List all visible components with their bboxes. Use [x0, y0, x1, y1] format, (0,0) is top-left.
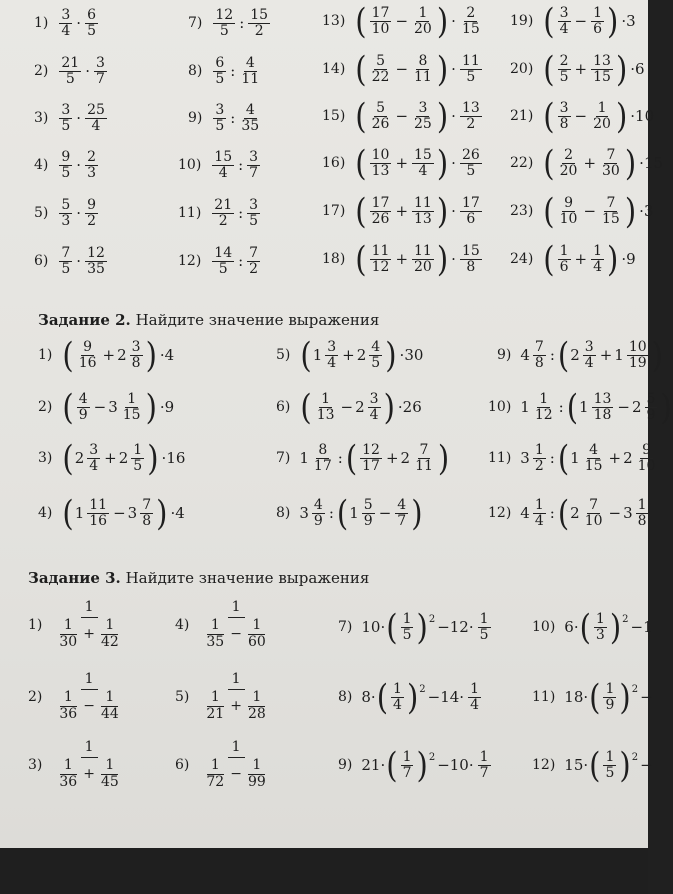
- task1-item-7: 7) $\frac{12}{5}$ : $\frac{15}{2}$: [188, 7, 269, 39]
- task1-item-11: 11) $\frac{21}{2}$ : $\frac{3}{5}$: [178, 197, 259, 229]
- task1-item-3: 3) $\frac{3}{5}$ · $\frac{25}{4}$: [34, 102, 105, 134]
- task2-item-5: 5) ( 1 $\frac{3}{4}$ + 2 $\frac{4}{5}$ ) ·30: [276, 334, 424, 375]
- task2-item-1: 1) ( $\frac{9}{16}$ + 2 $\frac{3}{8}$ ) ·4: [38, 334, 175, 375]
- task3-label: Задание 3.: [28, 569, 121, 587]
- task1-item-21: 21) ( $\frac{3}{8}$ − $\frac{1}{20}$ ) ·10: [510, 95, 655, 136]
- task2-item-3: 3) ( 2 $\frac{3}{4}$ + 2 $\frac{1}{5}$ ) ·16: [38, 437, 186, 478]
- task1-item-19: 19) ( $\frac{3}{4}$ − $\frac{1}{6}$ ) ·3: [510, 0, 636, 41]
- task2-item-6: 6) ( $\frac{1}{13}$ − 2 $\frac{3}{4}$ ) ·26: [276, 386, 422, 427]
- task1-item-12: 12) $\frac{14}{5}$ : $\frac{7}{2}$: [178, 245, 259, 277]
- task2-heading: [38, 311, 379, 329]
- task3-item-5: 5) 1 $\frac{1}{21}$ + $\frac{1}{28}$: [175, 671, 266, 723]
- task2-item-7: 7) 1 $\frac{8}{17}$ : ( $\frac{12}{17}$ + 2 $\frac{7}{11}$ ): [276, 437, 450, 478]
- task1-item-9: 9) $\frac{3}{5}$ : $\frac{4}{35}$: [188, 102, 260, 134]
- task1-item-8: 8) $\frac{6}{5}$ : $\frac{4}{11}$: [188, 55, 260, 87]
- task3-item-8: 8) 8· ( $\frac{1}{4}$ ) 2 −14· $\frac{1}{4}$: [338, 676, 479, 717]
- task2-item-10: 10) 1 $\frac{1}{12}$ : ( 1 $\frac{13}{18}$ − 2 $\frac{5}{9}$ ): [488, 386, 672, 427]
- task3-item-10: 10) 6· ( $\frac{1}{3}$ ) 2 −1: [532, 606, 653, 647]
- task1-item-20: 20) ( $\frac{2}{5}$ + $\frac{13}{15}$ ) ·6: [510, 48, 645, 89]
- task3-item-11: 11) 18· ( $\frac{1}{9}$ ) 2 −: [532, 676, 653, 717]
- task1-item-24: 24) ( $\frac{1}{6}$ + $\frac{1}{4}$ ) ·9: [510, 238, 636, 279]
- dark-background-strip: [0, 848, 648, 894]
- task1-item-4: 4) $\frac{9}{5}$ · $\frac{2}{3}$: [34, 149, 96, 181]
- task2-item-11: 11) 3 $\frac{1}{2}$ : ( 1 $\frac{4}{15}$ + 2 $\frac{9}{10}$: [488, 437, 656, 478]
- task1-item-10: 10) $\frac{15}{4}$ : $\frac{3}{7}$: [178, 149, 259, 181]
- task2-text: Найдите значение выражения: [135, 311, 380, 329]
- task1-item-6: 6) $\frac{7}{5}$ · $\frac{12}{35}$: [34, 245, 105, 277]
- task2-label: Задание 2.: [38, 311, 131, 329]
- task3-item-6: 6) 1 $\frac{1}{72}$ − $\frac{1}{99}$: [175, 739, 266, 791]
- task3-item-9: 9) 21· ( $\frac{1}{7}$ ) 2 −10· $\frac{1}{7}$: [338, 744, 489, 785]
- task3-item-1: 1) 1 $\frac{1}{30}$ + $\frac{1}{42}$: [28, 599, 119, 651]
- task1-item-18: 18) ( $\frac{11}{12}$ + $\frac{11}{20}$ ) · $\frac{15}{8}$: [322, 238, 480, 279]
- task3-item-7: 7) 10· ( $\frac{1}{5}$ ) 2 −12· $\frac{1}{5}$: [338, 606, 489, 647]
- task2-item-9: 9) 4 $\frac{7}{8}$ : ( 2 $\frac{3}{4}$ + 1 $\frac{10}{19}$ ): [497, 334, 663, 375]
- task1-item-13: 13) ( $\frac{17}{10}$ − $\frac{1}{20}$ ) · $\frac{2}{15}$: [322, 0, 480, 41]
- task2-item-2: 2) ( $\frac{4}{9}$ − 3 $\frac{1}{15}$ ) ·9: [38, 386, 175, 427]
- task3-item-4: 4) 1 $\frac{1}{35}$ − $\frac{1}{60}$: [175, 599, 266, 651]
- task1-item-23: 23) ( $\frac{9}{10}$ − $\frac{7}{15}$ ) ·3: [510, 190, 654, 231]
- task3-text: Найдите значение выражения: [125, 569, 370, 587]
- task3-item-2: 2) 1 $\frac{1}{36}$ − $\frac{1}{44}$: [28, 671, 119, 723]
- task2-item-12: 12) 4 $\frac{1}{4}$ : ( 2 $\frac{7}{10}$ − 3 $\frac{1}{8}$: [488, 492, 647, 533]
- task1-item-15: 15) ( $\frac{5}{26}$ − $\frac{3}{25}$ ) · $\frac{13}{2}$: [322, 95, 480, 136]
- task1-item-17: 17) ( $\frac{17}{26}$ + $\frac{11}{13}$ ) · $\frac{17}{6}$: [322, 190, 480, 231]
- task3-item-3: 3) 1 $\frac{1}{36}$ + $\frac{1}{45}$: [28, 739, 119, 791]
- task1-item-22: 22) ( $\frac{2}{20}$ + $\frac{7}{30}$ ) ·15: [510, 142, 664, 183]
- task1-item-2: 2) $\frac{21}{5}$ · $\frac{3}{7}$: [34, 55, 105, 87]
- task2-item-4: 4) ( 1 $\frac{11}{16}$ − 3 $\frac{7}{8}$ ) ·4: [38, 492, 185, 533]
- task2-item-8: 8) 3 $\frac{4}{9}$ : ( 1 $\frac{5}{9}$ − $\frac{4}{7}$ ): [276, 492, 423, 533]
- task1-item-5: 5) $\frac{5}{3}$ · $\frac{9}{2}$: [34, 197, 96, 229]
- task1-item-14: 14) ( $\frac{5}{22}$ − $\frac{8}{11}$ ) · $\frac{11}{5}$: [322, 48, 480, 89]
- task1-item-16: 16) ( $\frac{10}{13}$ + $\frac{15}{4}$ ) · $\frac{26}{5}$: [322, 142, 480, 183]
- task1-item-1: 1) $\frac{3}{4}$ · $\frac{6}{5}$: [34, 7, 96, 39]
- task3-item-12: 12) 15· ( $\frac{1}{5}$ ) 2 −: [532, 744, 653, 785]
- task3-heading: [28, 569, 369, 587]
